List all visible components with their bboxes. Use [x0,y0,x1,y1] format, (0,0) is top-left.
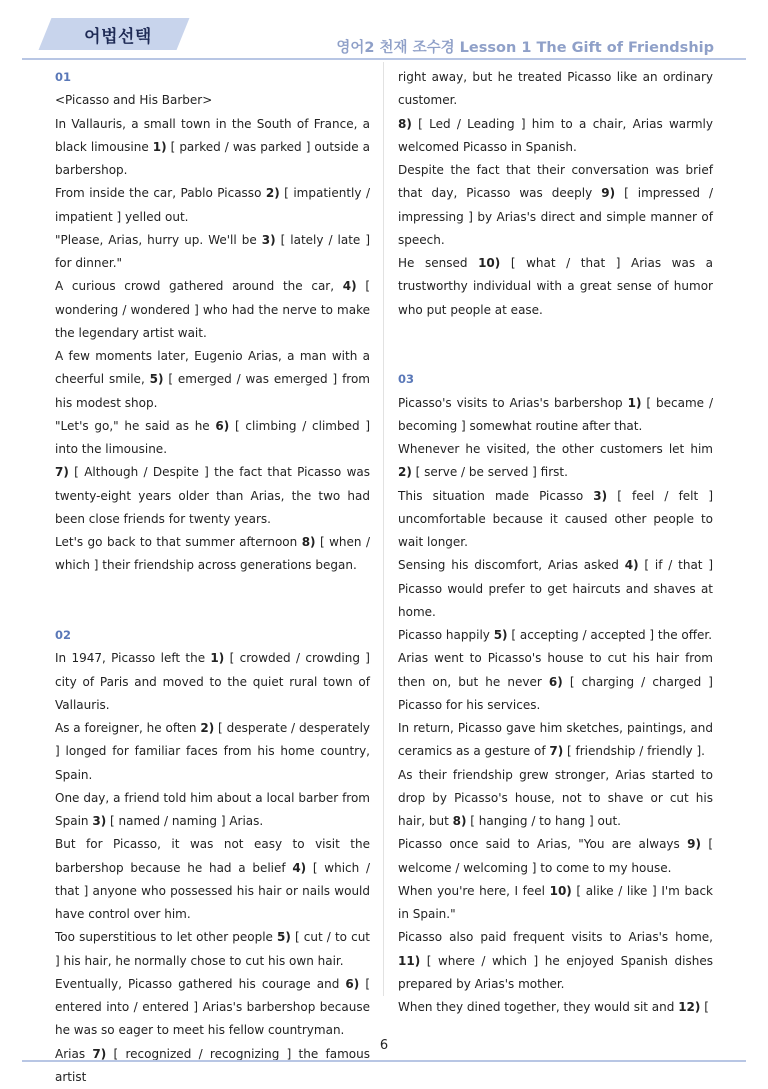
sentence-text: [ climbing / climbed ] into the limousine. [55,419,370,456]
sentence-text: right away, but he treated Picasso like an ordinary customer. [398,70,713,107]
sentence-text: Arias [55,1047,92,1061]
sentence-text: When they dined together, they would sit and [398,1000,678,1014]
right-column [398,66,713,1019]
question-number: 9) [687,837,701,851]
section-gap [398,322,713,369]
sentence-text: [ if / that ] Picasso would prefer to get haircuts and shaves at home. [398,558,713,619]
question-number: 4) [343,279,357,293]
question-number: 8) [398,117,412,131]
question-number: 1) [210,651,224,665]
sentence-text: [ charging / charged ] Picasso for his services. [398,675,713,712]
sentence-text: When you're here, I feel [398,884,550,898]
question-number: 4) [292,861,306,875]
sentence-text: [ cut / to cut ] his hair, he normally chose to cut his own hair. [55,930,370,967]
sentence-text: Sensing his discomfort, Arias asked [398,558,625,572]
question-number: 1) [628,396,642,410]
question-number: 2) [200,721,214,735]
sentence-text: [ Led / Leading ] him to a chair, Arias warmly welcomed Picasso in Spanish. [398,117,713,154]
sentence-text: [ feel / felt ] uncomfortable because it caused other people to wait longer. [398,489,713,550]
question-number: 12) [678,1000,700,1014]
sentence-text: [ crowded / crowding ] city of Paris and moved to the quiet rural town of Vallauris. [55,651,370,712]
sentence-text: One day, a friend told him about a local barber from Spain [55,791,370,828]
question-number: 2) [266,186,280,200]
question-number: 7) [55,465,69,479]
sentence-text: [ parked / was parked ] outside a barbershop. [55,140,370,177]
section-gap [55,578,370,625]
sentence-text: [ named / naming ] Arias. [106,814,263,828]
sentence-text: From inside the car, Pablo Picasso [55,186,266,200]
passage-sentence [55,531,370,578]
sentence-text: [ impatiently / impatient ] yelled out. [55,186,370,223]
sentence-text: Too superstitious to let other people [55,930,277,944]
column-divider [383,62,384,996]
sentence-text: Picasso happily [398,628,494,642]
passage-sentence [55,926,370,973]
passage-sentence [55,415,370,462]
passage-sentence [398,926,713,996]
sentence-text: [ desperate / desperately ] longed for familiar faces from his home country, Spain. [55,721,370,782]
sentence-text: In 1947, Picasso left the [55,651,210,665]
sentence-text: [ where / which ] he enjoyed Spanish dishes prepared by Arias's mother. [398,954,713,991]
sentence-text: This situation made Picasso [398,489,593,503]
question-number: 6) [549,675,563,689]
question-number: 1) [153,140,167,154]
sentence-text: Picasso also paid frequent visits to Arias's home, [398,930,713,944]
sentence-text: [ serve / be served ] first. [412,465,568,479]
sentence-text: [ when / which ] their friendship across generations began. [55,535,370,572]
question-number: 5) [277,930,291,944]
header-tab-label: 어법선택 [58,22,178,47]
passage-sentence [398,554,713,624]
sentence-text: [ wondering / wondered ] who had the nerve to make the legendary artist wait. [55,279,370,340]
sentence-text: As their friendship grew stronger, Arias started to drop by Picasso's house, not to shave or cut his hair, but [398,768,713,829]
section-number: 02 [55,624,370,647]
passage-sentence [398,113,713,160]
sentence-text: [ became / becoming ] somewhat routine after that. [398,396,713,433]
passage-sentence [398,392,713,439]
sentence-text: But for Picasso, it was not easy to visit the barbershop because he had a belief [55,837,370,874]
sentence-text: As a foreigner, he often [55,721,200,735]
sentence-text: Eventually, Picasso gathered his courage and [55,977,345,991]
sentence-text: [ welcome / welcoming ] to come to my house. [398,837,713,874]
sentence-text: A few moments later, Eugenio Arias, a man with a cheerful smile, [55,349,370,386]
question-number: 7) [92,1047,106,1061]
question-number: 9) [601,186,615,200]
question-number: 3) [92,814,106,828]
passage-sentence [55,787,370,834]
sentence-text: Arias went to Picasso's house to cut his hair from then on, but he never [398,651,713,688]
sentence-text: In Vallauris, a small town in the South of France, a black limousine [55,117,370,154]
page-header [0,0,768,62]
sentence-text: [ hanging / to hang ] out. [466,814,621,828]
sentence-text: Let's go back to that summer afternoon [55,535,302,549]
section-number: 03 [398,368,713,391]
question-number: 10) [550,884,572,898]
sentence-text: [ impressed / impressing ] by Arias's direct and simple manner of speech. [398,186,713,247]
sentence-text: Picasso's visits to Arias's barbershop [398,396,628,410]
question-number: 4) [625,558,639,572]
passage-sentence [398,764,713,834]
sentence-text: Whenever he visited, the other customers let him [398,442,713,456]
passage-sentence [55,345,370,415]
passage-sentence [55,833,370,926]
passage-sentence [55,89,370,112]
sentence-text: [ entered into / entered ] Arias's barbershop because he was so eager to meet his fellow countryman. [55,977,370,1038]
sentence-text: In return, Picasso gave him sketches, paintings, and ceramics as a gesture of [398,721,713,758]
question-number: 11) [398,954,420,968]
question-number: 5) [494,628,508,642]
passage-sentence [398,438,713,485]
passage-sentence [55,461,370,531]
sentence-text: Despite the fact that their conversation was brief that day, Picasso was deeply [398,163,713,200]
sentence-text: "Let's go," he said as he [55,419,215,433]
sentence-text: He sensed [398,256,478,270]
section-number: 01 [55,66,370,89]
sentence-text: [ accepting / accepted ] the offer. [508,628,713,642]
sentence-text: [ which / that ] anyone who possessed his hair or nails would have control over him. [55,861,370,922]
passage-sentence [398,647,713,717]
passage-sentence [398,624,713,647]
sentence-text: [ Although / Despite ] the fact that Picasso was twenty-eight years older than Arias, the two had been close friends for twenty years. [55,465,370,526]
question-number: 8) [453,814,467,828]
book-title: 영어2 천재 조수경 Lesson 1 The Gift of Friendship [336,36,714,57]
question-number: 8) [302,535,316,549]
question-number: 3) [262,233,276,247]
question-number: 6) [215,419,229,433]
passage-sentence [398,833,713,880]
sentence-text: Picasso once said to Arias, "You are always [398,837,687,851]
sentence-text: <Picasso and His Barber> [55,93,212,107]
question-number: 3) [593,489,607,503]
passage-sentence [398,66,713,113]
question-number: 10) [478,256,500,270]
sentence-text: [ what / that ] Arias was a trustworthy individual with a great sense of humor who put people at ease. [398,256,713,317]
page-number: 6 [0,1038,768,1053]
passage-sentence [55,647,370,717]
question-number: 7) [549,744,563,758]
passage-sentence [55,275,370,345]
sentence-text: "Please, Arias, hurry up. We'll be [55,233,262,247]
sentence-text: [ alike / like ] I'm back in Spain." [398,884,713,921]
question-number: 6) [345,977,359,991]
header-rule [22,58,746,60]
footer-rule [22,1060,746,1062]
passage-sentence [55,973,370,1043]
passage-sentence [398,996,713,1019]
passage-sentence [398,485,713,555]
question-number: 5) [150,372,164,386]
passage-sentence [398,159,713,252]
sentence-text: [ recognized / recognizing ] the famous artist [55,1047,370,1084]
sentence-text: A curious crowd gathered around the car, [55,279,343,293]
sentence-text: [ emerged / was emerged ] from his modest shop. [55,372,370,409]
sentence-text: [ [700,1000,709,1014]
passage-sentence [55,182,370,229]
left-column [55,66,370,1089]
passage-sentence [55,113,370,183]
passage-sentence [55,717,370,787]
sentence-text: [ lately / late ] for dinner." [55,233,370,270]
passage-sentence [55,229,370,276]
passage-sentence [398,252,713,322]
passage-sentence [398,880,713,927]
passage-sentence [398,717,713,764]
sentence-text: [ friendship / friendly ]. [563,744,705,758]
question-number: 2) [398,465,412,479]
